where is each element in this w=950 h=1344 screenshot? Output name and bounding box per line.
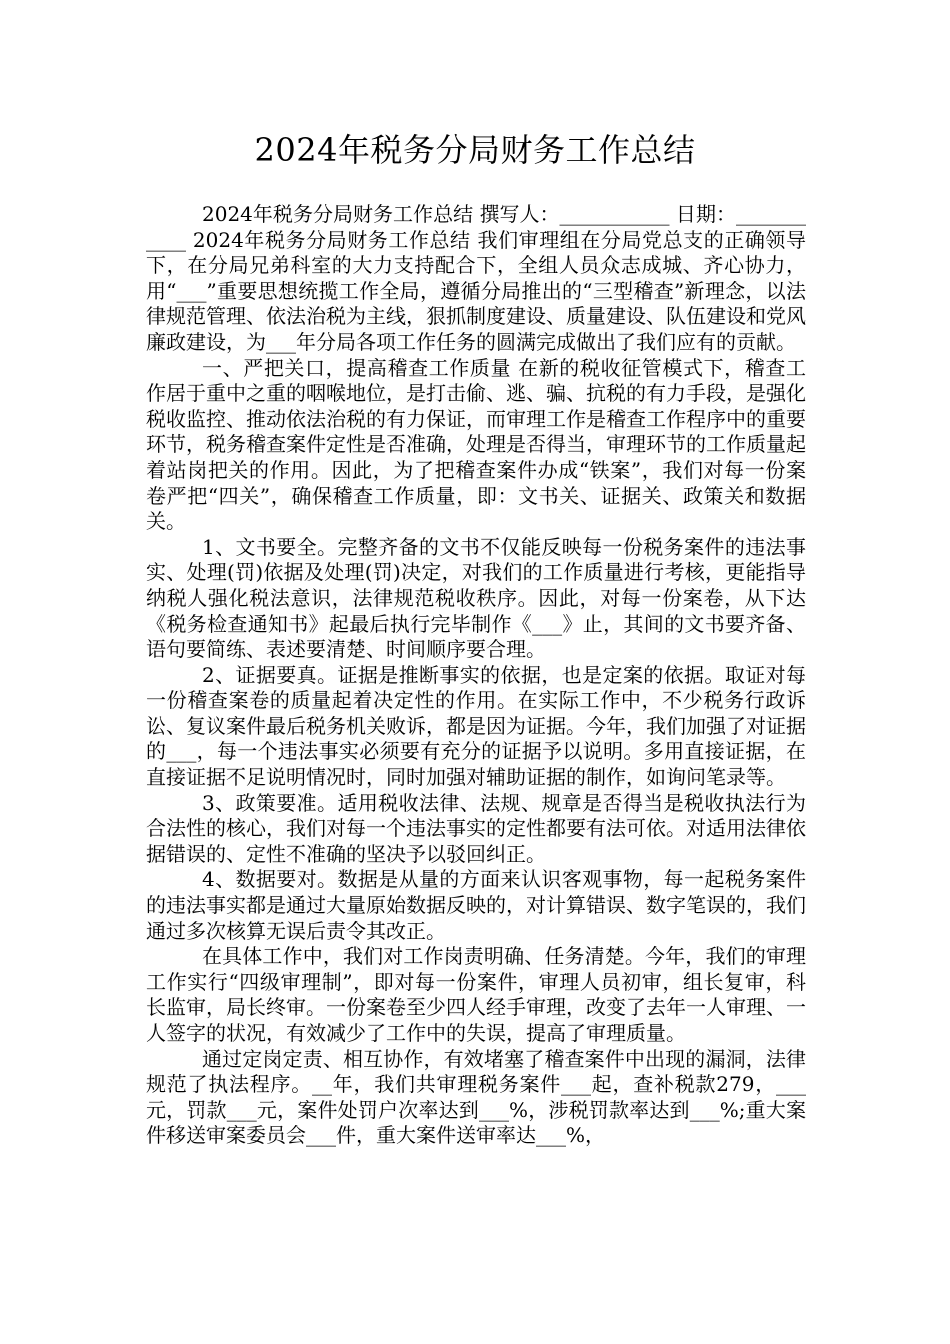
paragraph-results: 通过定岗定责、相互协作，有效堵塞了稽查案件中出现的漏洞，法律规范了执法程序。__年，我们共审理税务案件___起，查补税款279，___元，罚款___元，案件处罚户次率达到___%，涉税罚款率达到___%;重大案件移送审案委员会___件，重大案件送审率达___%，: [146, 1046, 806, 1148]
paragraph-documents: 1、文书要全。完整齐备的文书不仅能反映每一份税务案件的违法事实、处理(罚)依据及处理(罚)决定，对我们的工作质量进行考核，更能指导纳税人强化税法意识，法律规范税收秩序。因此，对每一份案卷，从下达《税务检查通知书》起最后执行完毕制作《___》止，其间的文书要齐备、语句要简练、表述要清楚、时间顺序要合理。: [146, 534, 806, 662]
paragraph-policy: 3、政策要准。适用税收法律、法规、规章是否得当是税收执法行为合法性的核心，我们对每一个违法事实的定性都要有法可依。对适用法律依据错误的、定性不准确的坚决予以驳回纠正。: [146, 790, 806, 866]
document-title: 2024年税务分局财务工作总结: [254, 131, 696, 169]
paragraph-work-detail: 在具体工作中，我们对工作岗责明确、任务清楚。今年，我们的审理工作实行“四级审理制”，即对每一份案件，审理人员初审，组长复审，科长监审，局长终审。一份案卷至少四人经手审理，改变了去年一人审理、一人签字的状况，有效减少了工作中的失误，提高了审理质量。: [146, 944, 806, 1045]
paragraph-evidence: 2、证据要真。证据是推断事实的依据，也是定案的依据。取证对每一份稽查案卷的质量起着决定性的作用。在实际工作中，不少税务行政诉讼、复议案件最后税务机关败诉，都是因为证据。今年，我们加强了对证据的___，每一个违法事实必须要有充分的证据予以说明。多用直接证据，在直接证据不足说明情况时，同时加强对辅助证据的制作，如询问笔录等。: [146, 662, 806, 790]
document-body: [146, 202, 806, 1149]
paragraph-intro: 2024年税务分局财务工作总结 撰写人：___________ 日期：___________ 2024年税务分局财务工作总结 我们审理组在分局党总支的正确领导下，在分局兄弟科室的大力支持配合下，全组人员众志成城、齐心协力，用“___”重要思想统揽工作全局，遵循分局推出的“三型稽查”新理念，以法律规范管理、依法治税为主线，狠抓制度建设、质量建设、队伍建设和党风廉政建设，为___年分局各项工作任务的圆满完成做出了我们应有的贡献。: [146, 202, 806, 354]
paragraph-section-1: 一、严把关口，提高稽查工作质量 在新的税收征管模式下，稽查工作居于重中之重的咽喉地位，是打击偷、逃、骗、抗税的有力手段，是强化税收监控、推动依法治税的有力保证，而审理工作是稽查工作程序中的重要环节，税务稽查案件定性是否准确，处理是否得当，审理环节的工作质量起着站岗把关的作用。因此，为了把稽查案件办成“铁案”，我们对每一份案卷严把“四关”，确保稽查工作质量，即：文书关、证据关、政策关和数据关。: [146, 355, 806, 534]
paragraph-data: 4、数据要对。数据是从量的方面来认识客观事物，每一起税务案件的违法事实都是通过大量原始数据反映的，对计算错误、数字笔误的，我们通过多次核算无误后责令其改正。: [146, 867, 806, 943]
